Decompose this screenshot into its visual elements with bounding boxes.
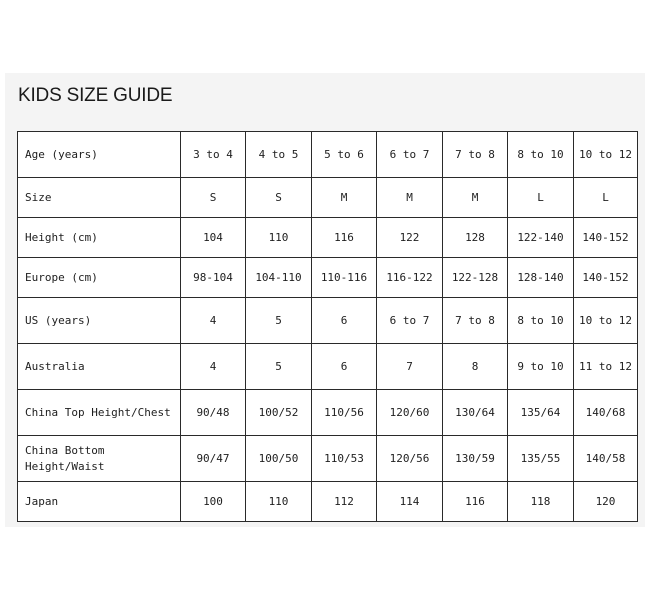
- table-row: [18, 482, 638, 522]
- table-cell: S: [181, 178, 246, 218]
- table-cell: 130/64: [443, 390, 508, 436]
- table-cell: 140-152: [574, 218, 638, 258]
- row-label: US (years): [18, 298, 181, 344]
- table-cell: 6 to 7: [377, 298, 443, 344]
- table-row: [18, 132, 638, 178]
- table-cell: 110/53: [312, 436, 377, 482]
- table-cell: M: [443, 178, 508, 218]
- row-label: China Top Height/Chest: [18, 390, 181, 436]
- size-table: [17, 131, 638, 522]
- table-cell: 8 to 10: [508, 132, 574, 178]
- table-cell: 140-152: [574, 258, 638, 298]
- table-cell: 130/59: [443, 436, 508, 482]
- table-cell: 135/55: [508, 436, 574, 482]
- row-label: Height (cm): [18, 218, 181, 258]
- table-row: [18, 258, 638, 298]
- table-cell: 90/47: [181, 436, 246, 482]
- table-cell: 122-140: [508, 218, 574, 258]
- table-cell: 120/56: [377, 436, 443, 482]
- row-label: Japan: [18, 482, 181, 522]
- table-cell: 10 to 12: [574, 298, 638, 344]
- table-cell: 116: [312, 218, 377, 258]
- table-cell: 7 to 8: [443, 298, 508, 344]
- page-title: KIDS SIZE GUIDE: [18, 85, 173, 106]
- table-cell: 104: [181, 218, 246, 258]
- table-cell: 122: [377, 218, 443, 258]
- table-cell: 6: [312, 298, 377, 344]
- table-cell: 7: [377, 344, 443, 390]
- table-cell: 8: [443, 344, 508, 390]
- table-row: [18, 344, 638, 390]
- table-cell: 114: [377, 482, 443, 522]
- table-cell: M: [312, 178, 377, 218]
- table-cell: 4: [181, 344, 246, 390]
- table-cell: 135/64: [508, 390, 574, 436]
- table-cell: L: [508, 178, 574, 218]
- table-cell: 5: [246, 344, 312, 390]
- table-row: [18, 178, 638, 218]
- table-cell: 100/52: [246, 390, 312, 436]
- table-cell: 104-110: [246, 258, 312, 298]
- table-cell: 4 to 5: [246, 132, 312, 178]
- table-cell: S: [246, 178, 312, 218]
- table-cell: 10 to 12: [574, 132, 638, 178]
- table-row: [18, 436, 638, 482]
- table-cell: M: [377, 178, 443, 218]
- row-label: Size: [18, 178, 181, 218]
- table-cell: 120: [574, 482, 638, 522]
- table-cell: 112: [312, 482, 377, 522]
- size-table-body: [18, 132, 638, 522]
- table-cell: 116-122: [377, 258, 443, 298]
- table-cell: 98-104: [181, 258, 246, 298]
- table-cell: 110: [246, 218, 312, 258]
- table-cell: 100/50: [246, 436, 312, 482]
- table-cell: 122-128: [443, 258, 508, 298]
- table-cell: 9 to 10: [508, 344, 574, 390]
- row-label: China Bottom Height/Waist: [18, 436, 181, 482]
- table-row: [18, 298, 638, 344]
- size-guide-panel: [5, 73, 645, 527]
- table-cell: 100: [181, 482, 246, 522]
- table-cell: 11 to 12: [574, 344, 638, 390]
- table-cell: 116: [443, 482, 508, 522]
- table-cell: 5 to 6: [312, 132, 377, 178]
- table-cell: 120/60: [377, 390, 443, 436]
- row-label: Europe (cm): [18, 258, 181, 298]
- table-cell: 140/68: [574, 390, 638, 436]
- table-row: [18, 218, 638, 258]
- table-cell: 90/48: [181, 390, 246, 436]
- table-cell: 3 to 4: [181, 132, 246, 178]
- table-cell: 128: [443, 218, 508, 258]
- table-cell: 128-140: [508, 258, 574, 298]
- table-cell: 118: [508, 482, 574, 522]
- table-cell: 6: [312, 344, 377, 390]
- table-cell: 110: [246, 482, 312, 522]
- table-row: [18, 390, 638, 436]
- row-label: Australia: [18, 344, 181, 390]
- table-cell: 110-116: [312, 258, 377, 298]
- table-cell: 5: [246, 298, 312, 344]
- table-cell: 4: [181, 298, 246, 344]
- table-cell: 8 to 10: [508, 298, 574, 344]
- table-cell: 140/58: [574, 436, 638, 482]
- table-cell: 110/56: [312, 390, 377, 436]
- table-cell: 6 to 7: [377, 132, 443, 178]
- table-cell: L: [574, 178, 638, 218]
- row-label: Age (years): [18, 132, 181, 178]
- table-cell: 7 to 8: [443, 132, 508, 178]
